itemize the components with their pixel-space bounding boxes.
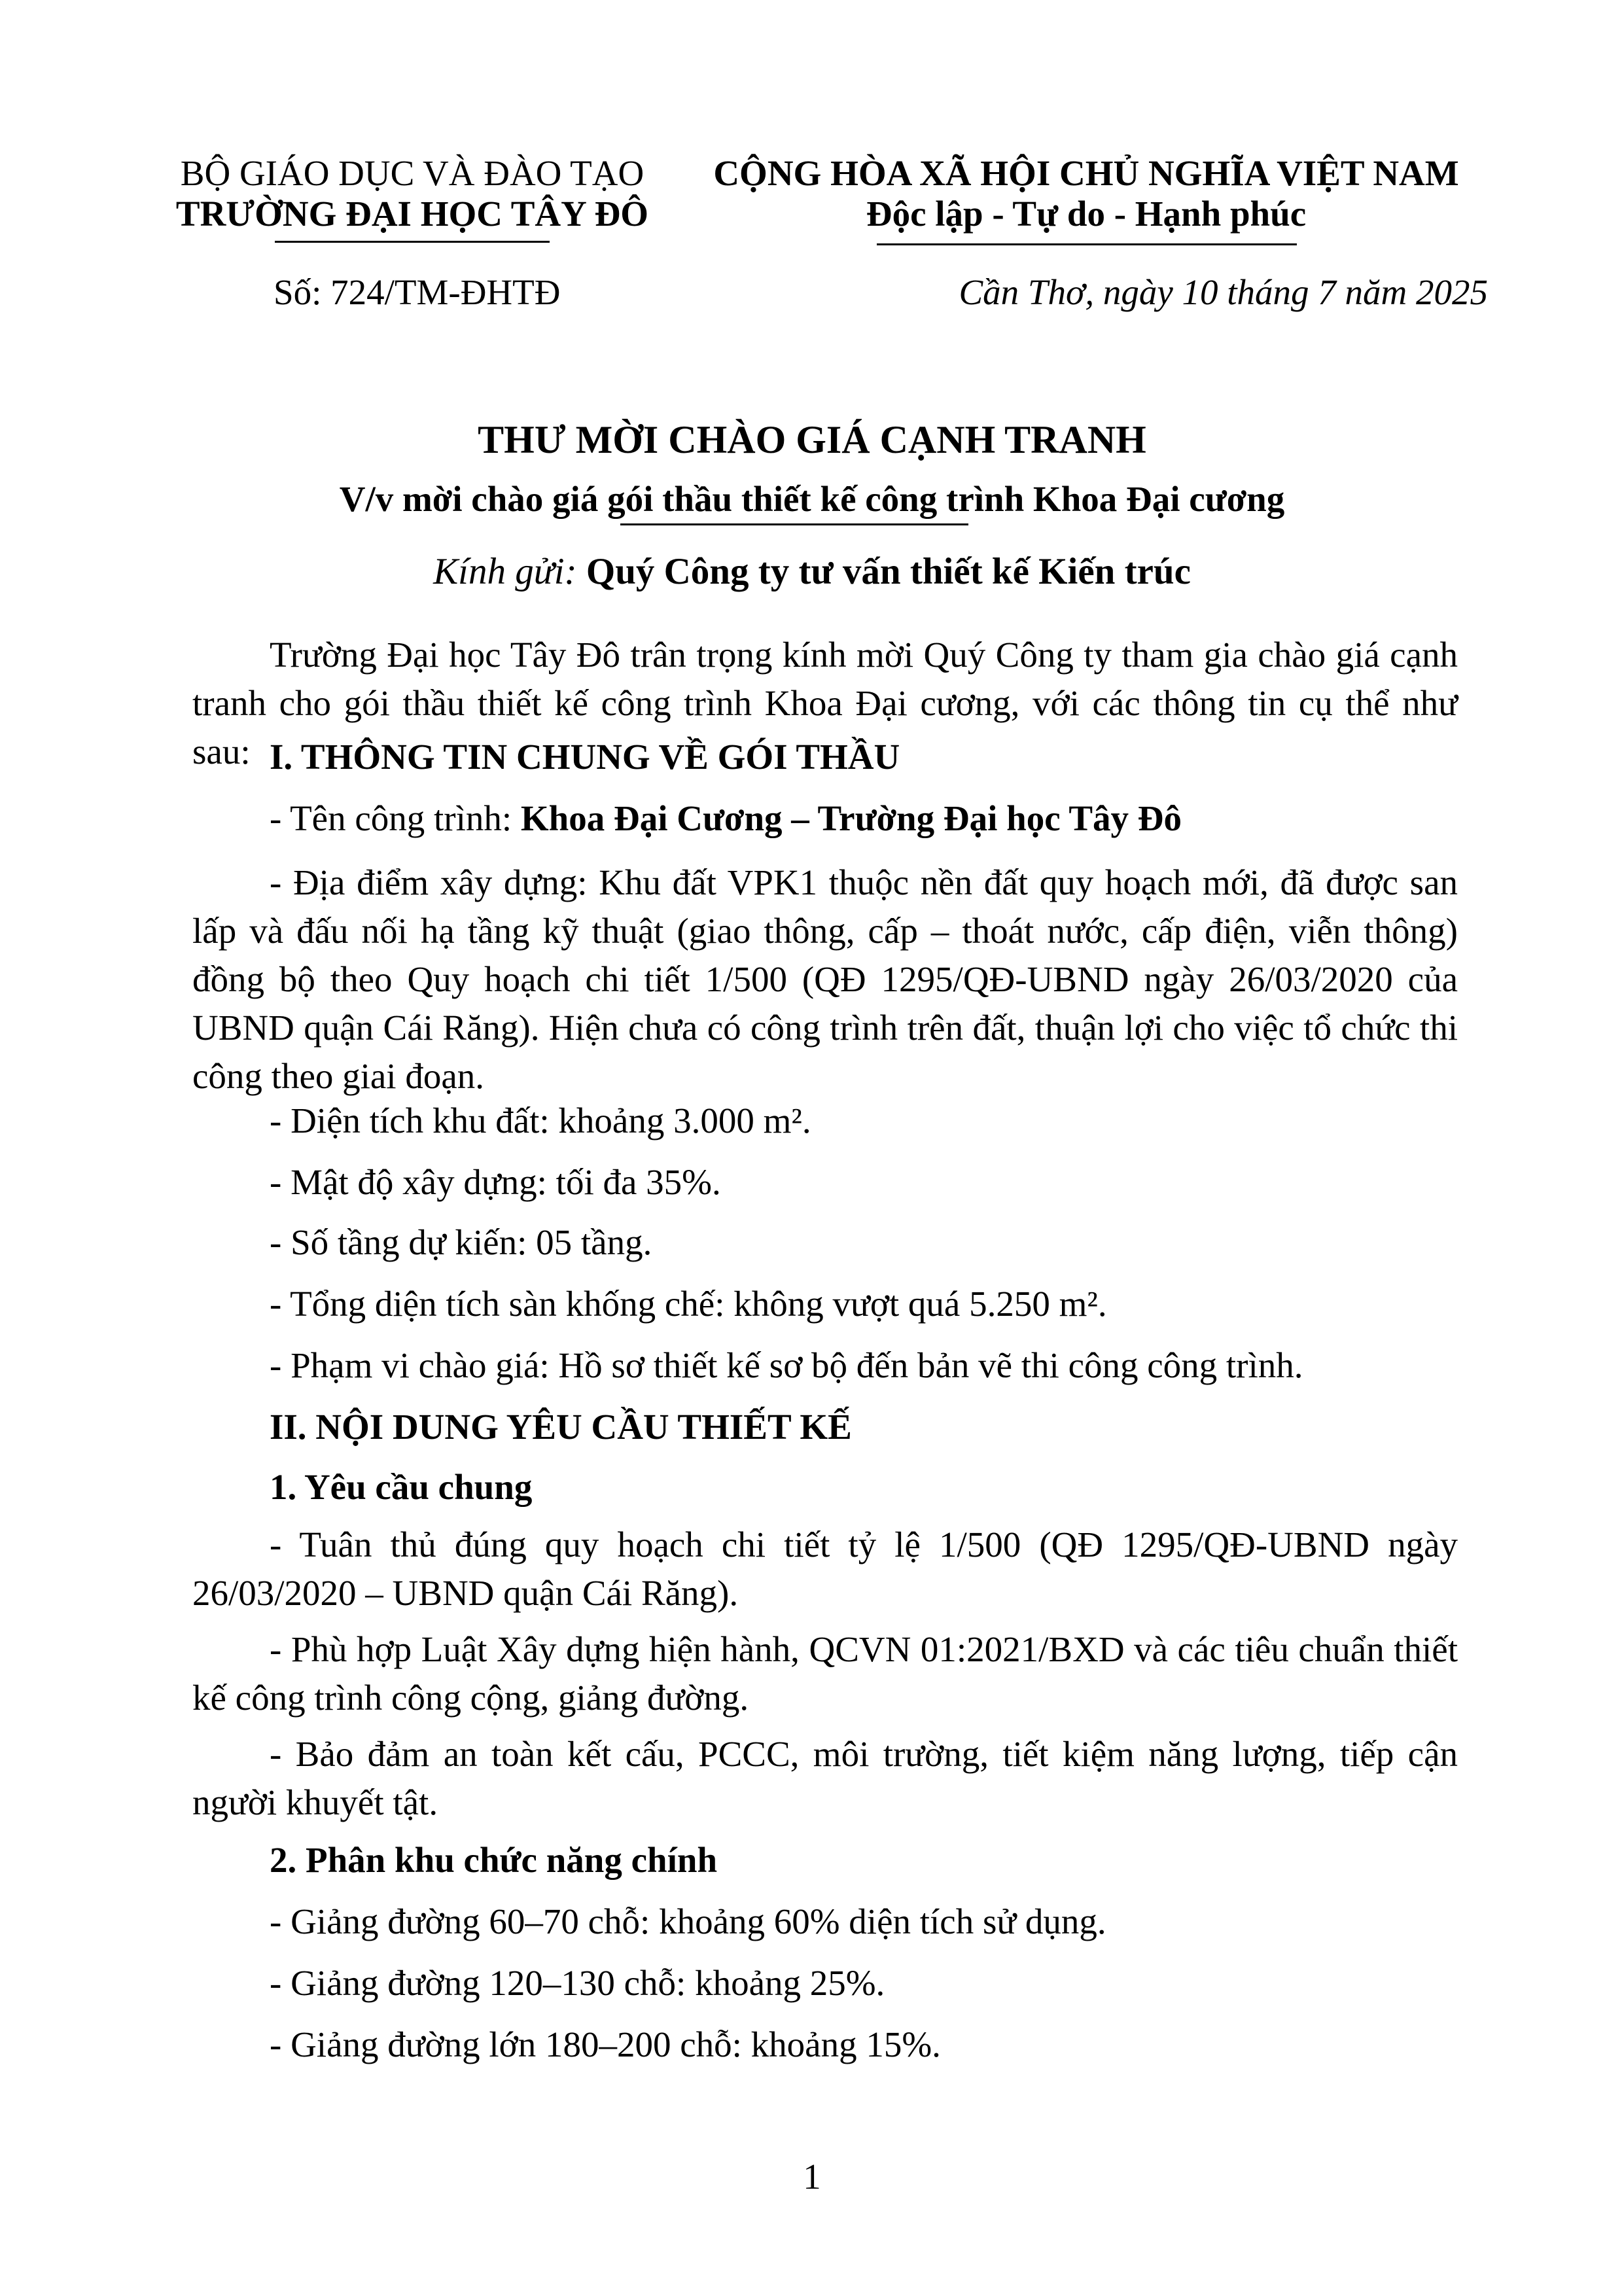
university-underline xyxy=(275,241,550,243)
motto-underline xyxy=(877,243,1297,245)
recipient-line xyxy=(0,550,1624,594)
document-subject: V/v mời chào giá gói thầu thiết kế công trình Khoa Đại cương xyxy=(339,479,1285,519)
recipient-name: Quý Công ty tư vấn thiết kế Kiến trúc xyxy=(586,551,1191,592)
document-number: Số: 724/TM-ĐHTĐ xyxy=(274,272,561,312)
location-paragraph: - Địa điểm xây dựng: Khu đất VPK1 thuộc nền đất quy hoạch mới, đã được san lấp và đấu nối hạ tầng kỹ thuật (giao thông, cấp – thoát nước, cấp điện, viễn thông) đồng bộ theo Quy hoạch chi tiết 1/500 (QĐ 1295/QĐ-UBND ngày 26/03/2020 của UBND quận Cái Răng). Hiện chưa có công trình trên đất, thuận lợi cho việc tổ chức thi công theo giai đoạn. xyxy=(192,862,1458,1096)
page-number: 1 xyxy=(803,2157,821,2197)
project-name-line xyxy=(270,797,1182,840)
nation-name: CỘNG HÒA XÃ HỘI CHỦ NGHĨA VIỆT NAM xyxy=(713,153,1459,193)
density-line: - Mật độ xây dựng: tối đa 35%. xyxy=(270,1162,721,1202)
scope-line: - Phạm vi chào giá: Hồ sơ thiết kế sơ bộ đến bản vẽ thi công công trình. xyxy=(270,1345,1303,1385)
function-2: - Giảng đường 120–130 chỗ: khoảng 25%. xyxy=(270,1963,885,2003)
recipient-label: Kính gửi: xyxy=(433,551,577,592)
project-name-label: - Tên công trình: xyxy=(270,798,521,838)
requirement-3: - Bảo đảm an toàn kết cấu, PCCC, môi trường, tiết kiệm năng lượng, tiếp cận người khuyết tật. xyxy=(192,1734,1458,1822)
project-name-value: Khoa Đại Cương – Trường Đại học Tây Đô xyxy=(520,798,1182,838)
subsection-1-heading: 1. Yêu cầu chung xyxy=(270,1467,533,1507)
floors-line: - Số tầng dự kiến: 05 tầng. xyxy=(270,1222,652,1262)
function-1: - Giảng đường 60–70 chỗ: khoảng 60% diện tích sử dụng. xyxy=(270,1901,1106,1941)
university-name: TRƯỜNG ĐẠI HỌC TÂY ĐÔ xyxy=(175,194,649,234)
function-3: - Giảng đường lớn 180–200 chỗ: khoảng 15%. xyxy=(270,2024,941,2064)
requirement-1: - Tuân thủ đúng quy hoạch chi tiết tỷ lệ 1/500 (QĐ 1295/QĐ-UBND ngày 26/03/2020 – UBND quận Cái Răng). xyxy=(192,1525,1458,1613)
motto: Độc lập - Tự do - Hạnh phúc xyxy=(866,194,1307,234)
intro-paragraph: Trường Đại học Tây Đô trân trọng kính mời Quý Công ty tham gia chào giá cạnh tranh cho gói thầu thiết kế công trình Khoa Đại cương, với các thông tin cụ thể như sau: xyxy=(192,635,1458,771)
ministry-name: BỘ GIÁO DỤC VÀ ĐÀO TẠO xyxy=(180,153,644,193)
section-1-heading: I. THÔNG TIN CHUNG VỀ GÓI THẦU xyxy=(270,737,900,777)
subsection-2-heading: 2. Phân khu chức năng chính xyxy=(270,1840,718,1880)
requirement-2: - Phù hợp Luật Xây dựng hiện hành, QCVN 01:2021/BXD và các tiêu chuẩn thiết kế công trình công cộng, giảng đường. xyxy=(192,1629,1458,1718)
section-2-heading: II. NỘI DUNG YÊU CẦU THIẾT KẾ xyxy=(270,1407,852,1447)
floor-area-line: - Tổng diện tích sàn khống chế: không vượt quá 5.250 m². xyxy=(270,1284,1107,1324)
land-area-line: - Diện tích khu đất: khoảng 3.000 m². xyxy=(270,1101,811,1140)
document-title: THƯ MỜI CHÀO GIÁ CẠNH TRANH xyxy=(478,418,1146,461)
place-date: Cần Thơ, ngày 10 tháng 7 năm 2025 xyxy=(959,272,1488,312)
subject-underline xyxy=(620,523,968,525)
